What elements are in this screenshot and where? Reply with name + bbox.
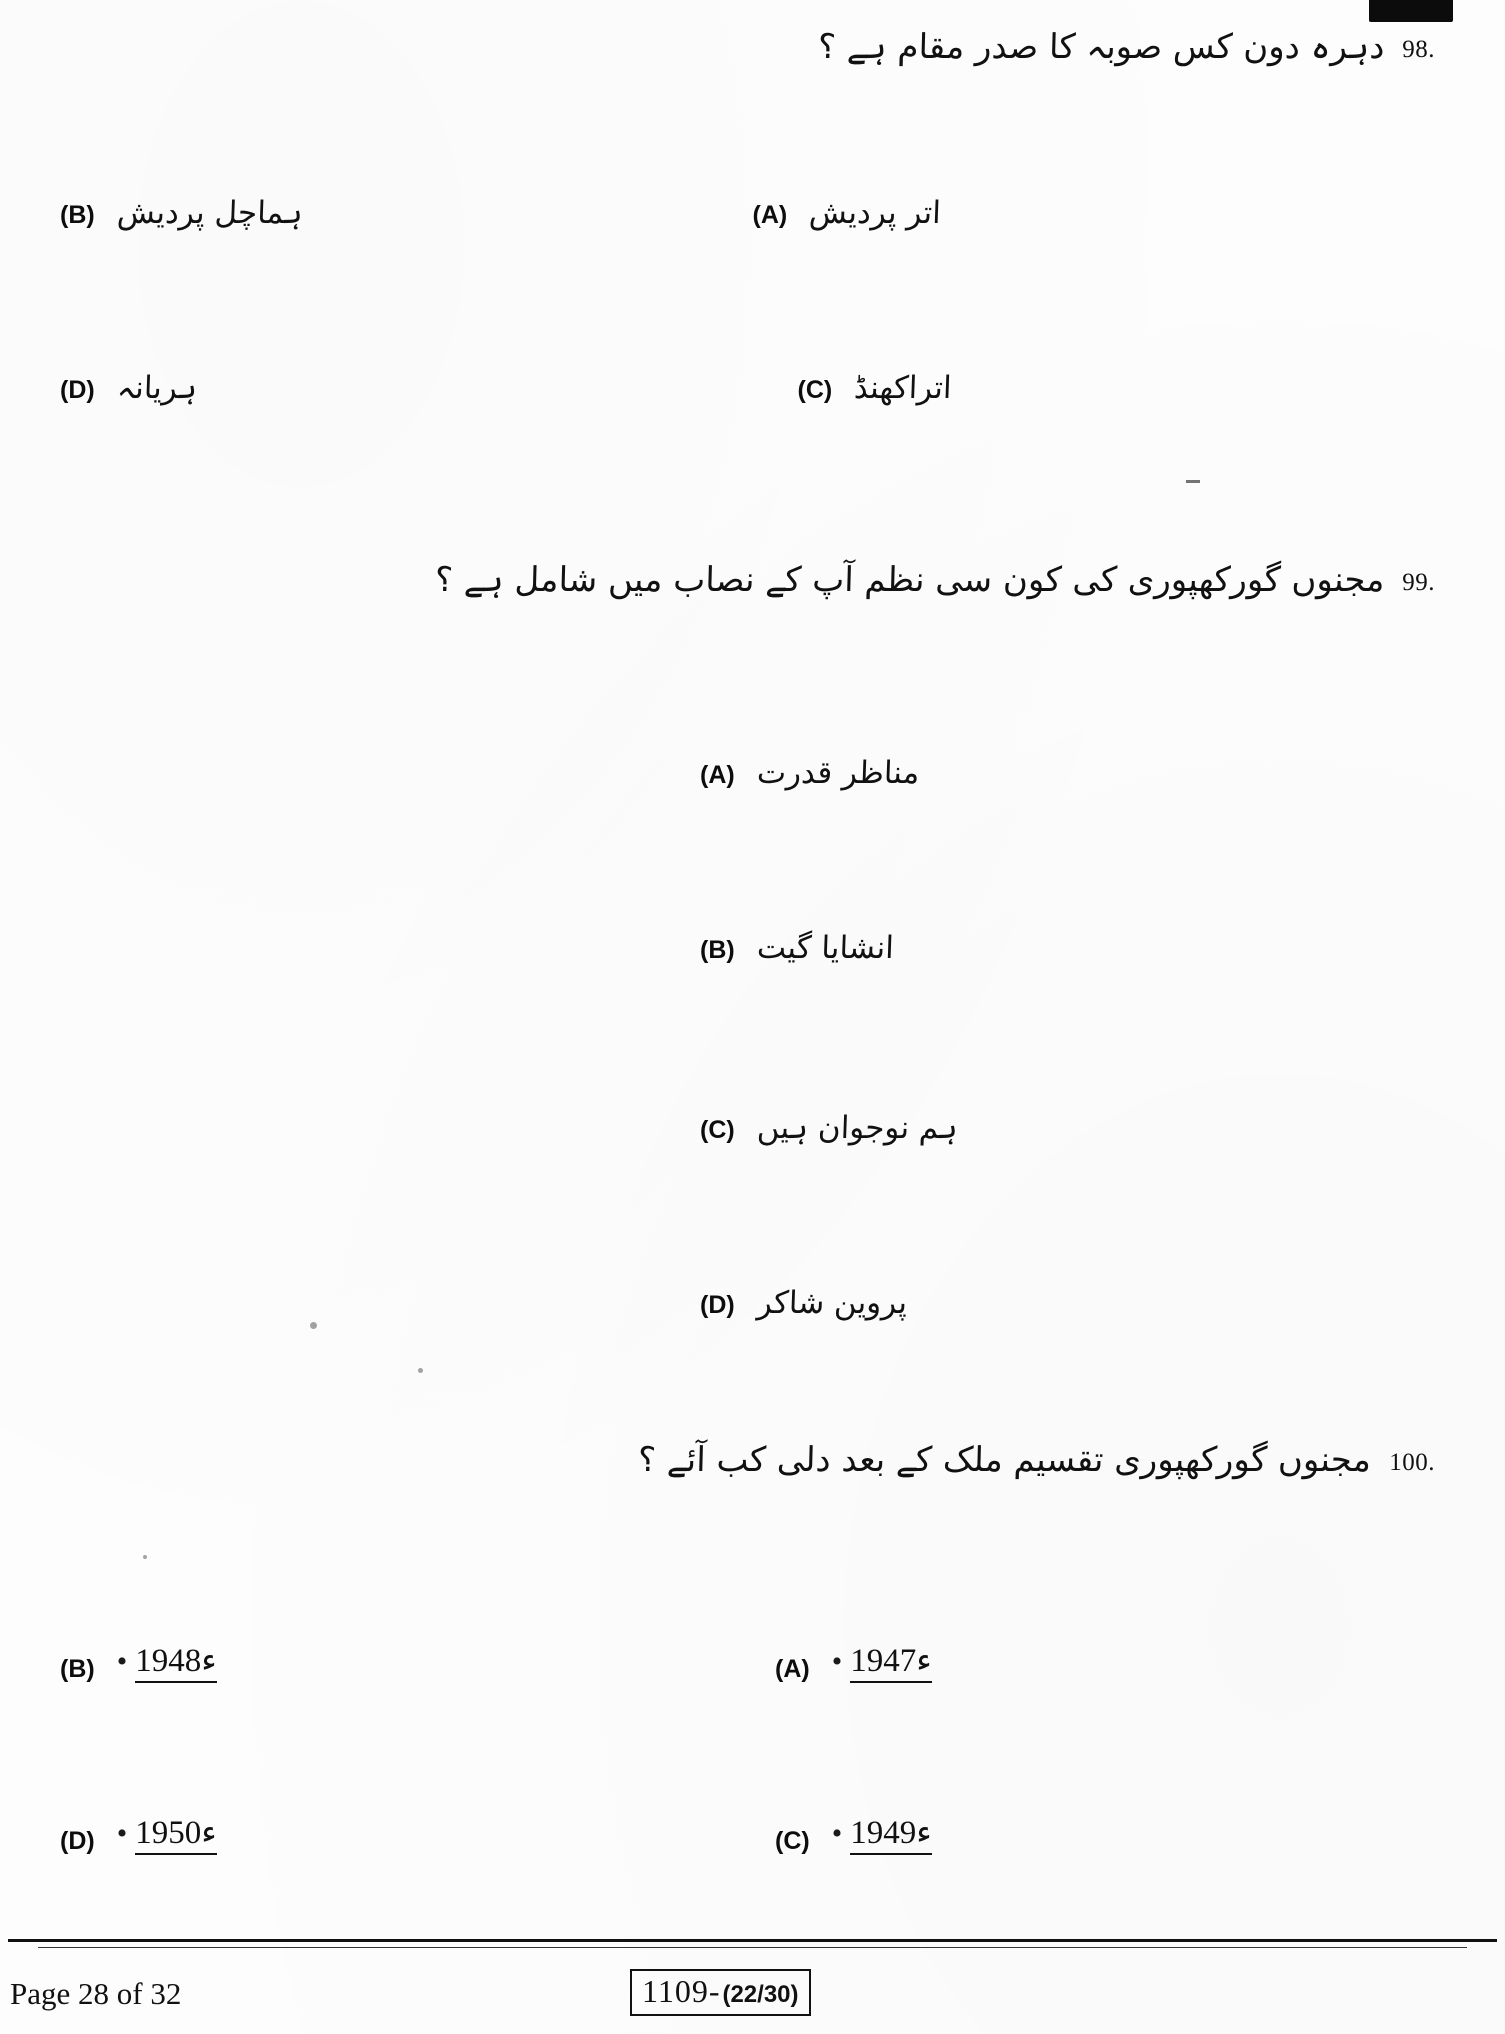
option-99-b-row [60, 930, 1435, 966]
option-99-c-row [60, 1110, 1435, 1146]
option-text: ہماچل پردیش [116, 195, 304, 231]
option-text: اتر پردیش [808, 195, 942, 231]
option-text: ہریانہ [116, 370, 198, 406]
option-99-a-row [60, 755, 1435, 791]
option-100-b[interactable] [60, 1640, 775, 1684]
paper-code-suffix: (22/30) [722, 1981, 799, 2008]
paper-code: 1109- [642, 1973, 721, 2009]
question-text: مجنوں گورکھپوری کی کون سی نظم آپ کے نصاب میں شامل ہے ؟ [434, 560, 1385, 600]
option-98-c[interactable] [798, 370, 1436, 406]
option-99-d-row [60, 1285, 1435, 1321]
option-98-d[interactable] [60, 370, 798, 406]
option-label: (C) [700, 1116, 735, 1144]
option-label: (C) [775, 1827, 810, 1855]
option-text: 1949ء [850, 1812, 932, 1855]
option-text: انشایا گیت [756, 930, 895, 966]
option-text: مناظر قدرت [756, 755, 920, 791]
option-99-c[interactable] [700, 1110, 1435, 1146]
scan-mark [1369, 0, 1453, 22]
page-footer [0, 1958, 1505, 2018]
option-99-d[interactable] [700, 1285, 1435, 1321]
option-99-b[interactable] [700, 930, 1435, 966]
scan-speck [310, 1322, 317, 1329]
option-label: (D) [700, 1291, 735, 1319]
scan-speck [143, 1555, 147, 1559]
option-label: (B) [700, 936, 735, 964]
option-100-d[interactable] [60, 1812, 775, 1856]
question-block-99 [60, 555, 1435, 606]
question-text: مجنوں گورکھپوری تقسیم ملک کے بعد دلی کب آئے ؟ [637, 1440, 1372, 1480]
option-text: 1947ء [850, 1640, 932, 1683]
question-line [60, 22, 1435, 73]
options-row-100-cd [60, 1812, 1435, 1856]
footer-divider [8, 1939, 1497, 1942]
option-label: (D) [60, 376, 95, 404]
option-label: (D) [60, 1827, 95, 1855]
options-row-100-ab [60, 1640, 1435, 1684]
option-100-c[interactable] [775, 1812, 1435, 1856]
option-label: (A) [752, 201, 788, 229]
question-line [60, 555, 1435, 606]
option-label: (B) [60, 1655, 95, 1683]
options-row-98-cd [60, 370, 1435, 406]
option-marker-dot: • [116, 1645, 128, 1678]
question-text: دہرہ دون کس صوبہ کا صدر مقام ہے ؟ [817, 27, 1385, 67]
option-text: 1950ء [135, 1812, 217, 1855]
question-number: 98. [1402, 36, 1435, 63]
option-text: اتراکھنڈ [853, 370, 953, 406]
option-label: (A) [775, 1655, 810, 1683]
option-98-b[interactable] [60, 195, 753, 231]
option-98-a[interactable] [753, 195, 1436, 231]
option-99-a[interactable] [700, 755, 1435, 791]
option-marker-dot: • [831, 1645, 843, 1678]
question-number: 100. [1389, 1449, 1435, 1476]
question-line [60, 1435, 1435, 1486]
option-100-a[interactable] [775, 1640, 1435, 1684]
option-marker-dot: • [831, 1817, 843, 1850]
option-text: ہم نوجوان ہیں [756, 1110, 959, 1146]
page-number-label: Page 28 of 32 [10, 1976, 182, 2011]
option-marker-dot: • [116, 1817, 128, 1850]
question-block-100 [60, 1435, 1435, 1486]
question-number: 99. [1402, 569, 1435, 596]
options-row-98-ab [60, 195, 1435, 231]
option-label: (B) [60, 201, 95, 229]
option-text: پروین شاکر [756, 1285, 908, 1321]
option-label: (A) [700, 761, 735, 789]
question-block-98 [60, 22, 1435, 73]
option-text: 1948ء [135, 1640, 217, 1683]
scan-dash [1186, 480, 1200, 483]
paper-code-box [630, 1969, 811, 2016]
scan-speck [418, 1368, 423, 1373]
option-label: (C) [797, 376, 833, 404]
